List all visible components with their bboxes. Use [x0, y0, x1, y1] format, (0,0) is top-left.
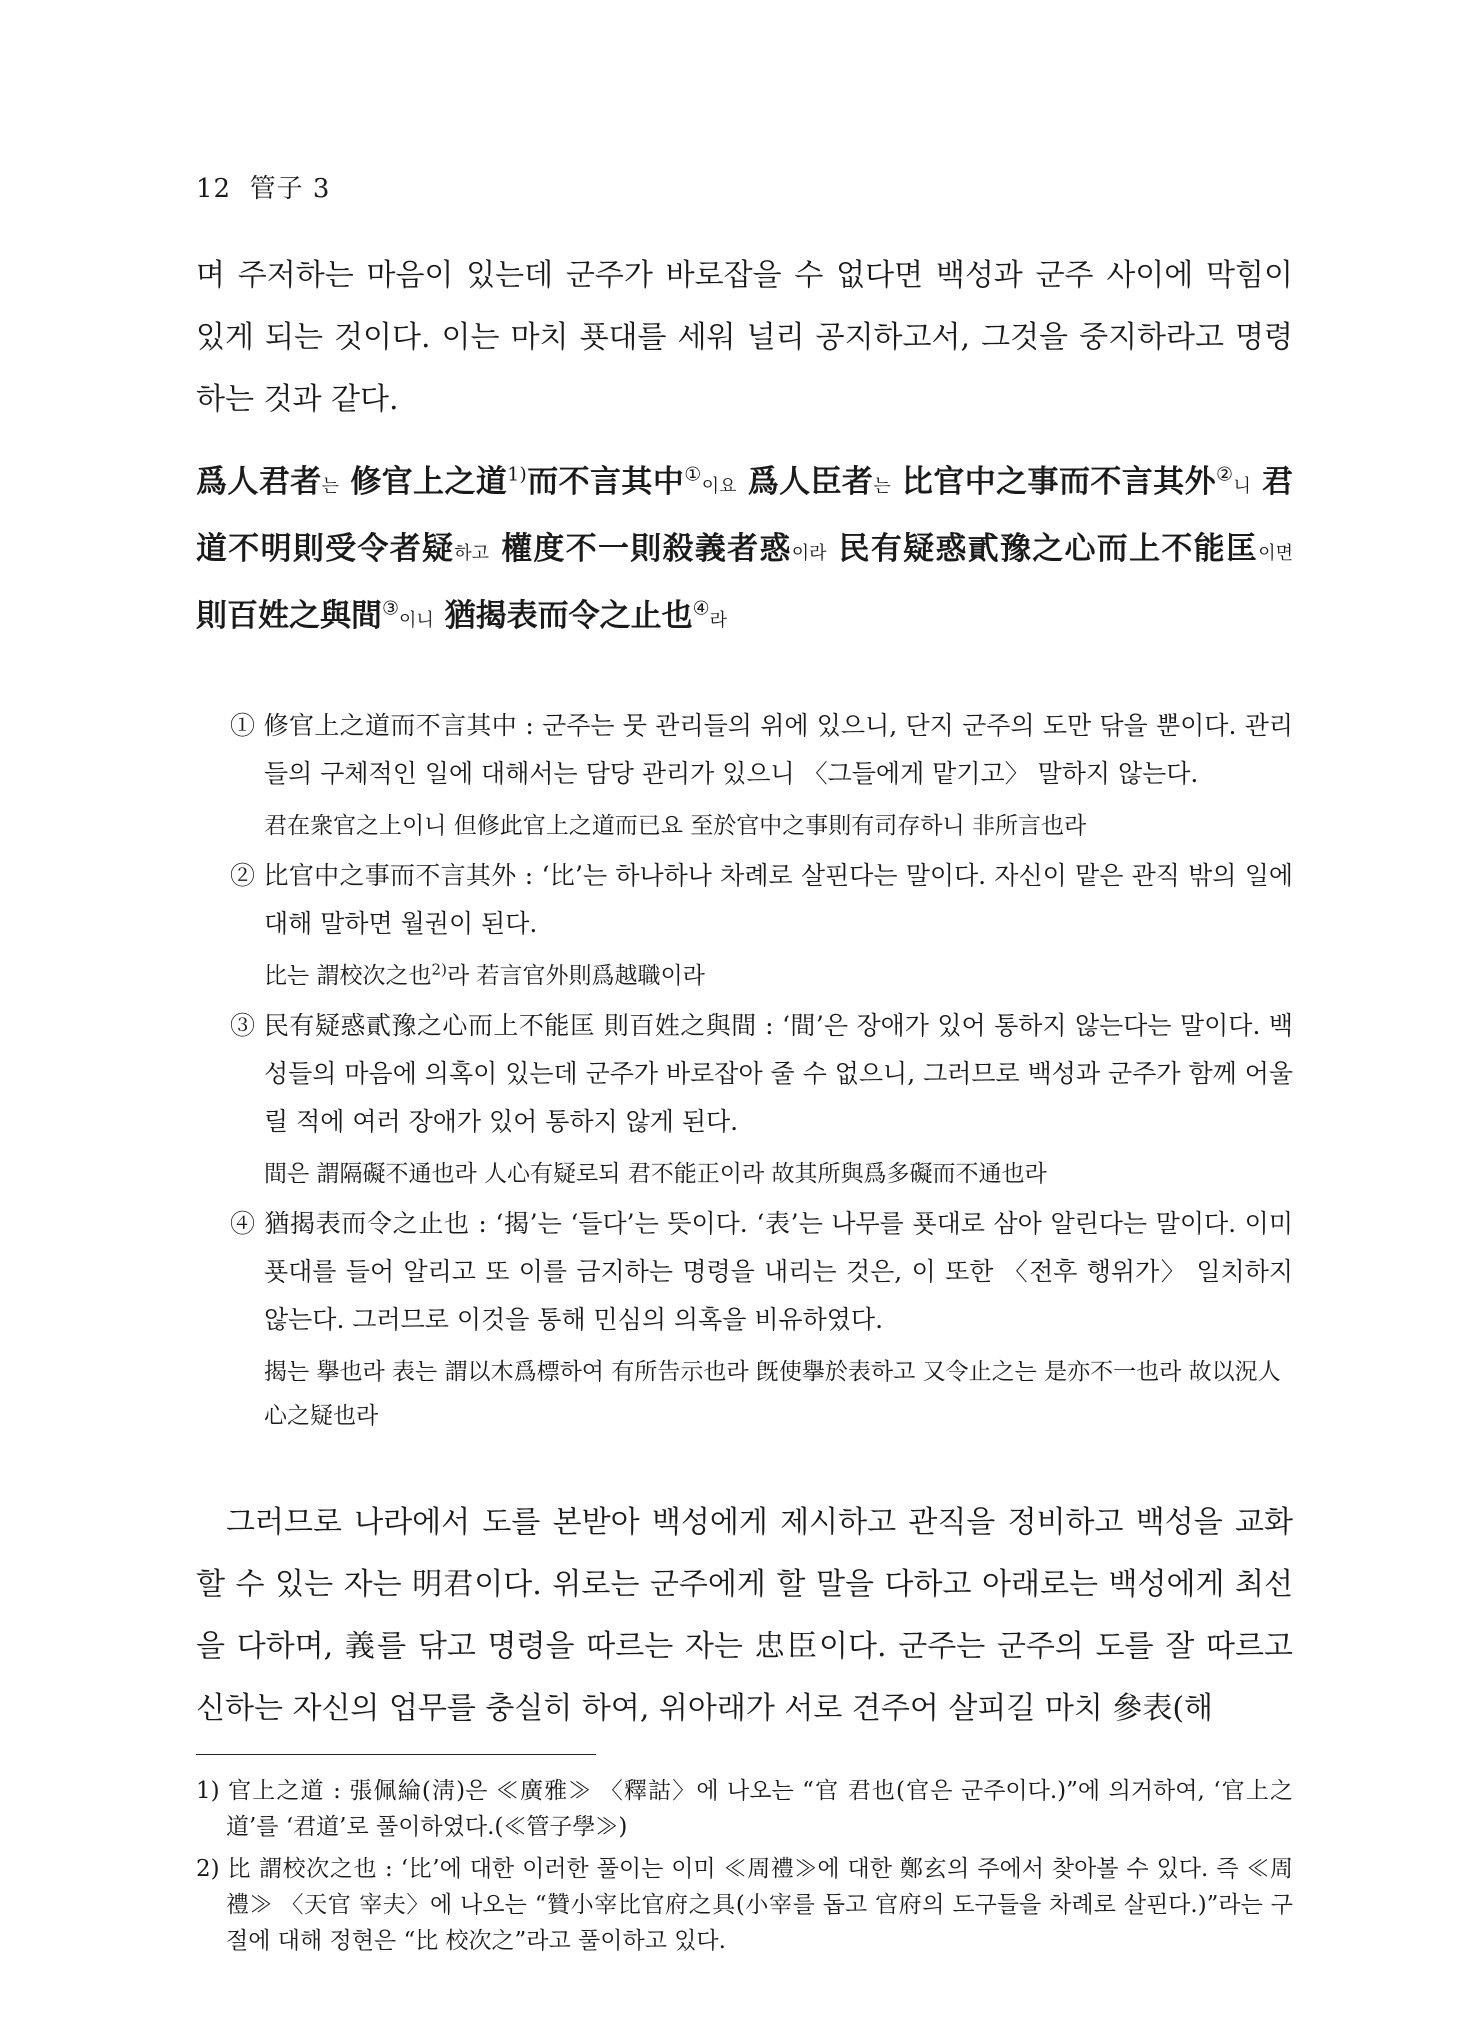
hanmun-segment: 爲人臣者 [747, 464, 874, 500]
note-hanmun-commentary [230, 804, 1293, 848]
hanmun-segment: 民有疑惑貳豫之心而上不能匡 [838, 531, 1259, 567]
note-body: ② 比官中之事而不言其外 : ‘比’는 하나하나 차례로 살핀다는 말이다. 자신이 맡은 관직 밖의 일에 대해 말하면 월권이 된다. [230, 861, 1293, 938]
note-item-2 [230, 852, 1293, 998]
note-item-4 [230, 1200, 1293, 1438]
footnote-ref-1[interactable]: 1) [507, 463, 527, 486]
note-body: ① 修官上之道而不言其中 : 군주는 뭇 관리들의 위에 있으니, 단지 군주의 도만 닦을 뿐이다. 관리들의 구체적인 일에 대해서는 담당 관리가 있으니 〈그들에게 맡기고〉 말하지 않는다. [230, 711, 1293, 788]
hanmun-particle: 하고 [454, 543, 490, 564]
hanmun-particle: 이니 [399, 610, 434, 631]
running-header [196, 168, 1293, 205]
footnote-2: 2) 比 謂校次之也 : ‘比’에 대한 이러한 풀이는 이미 ≪周禮≫에 대한 鄭玄의 주에서 찾아볼 수 있다. 즉 ≪周禮≫ 〈天官 宰夫〉에 나오는 “贊小宰比官府之具(小宰를 돕고 官府의 도구들을 차례로 살핀다.)”라는 구절에 대해 정현은 “比 校次之”라고 풀이하고 있다. [196, 1856, 1293, 1954]
footnote-divider [196, 1754, 596, 1755]
note-marker-4[interactable]: ④ [692, 597, 710, 620]
note-hanmun-commentary [230, 1350, 1293, 1438]
note-hanmun-commentary [230, 1152, 1293, 1196]
hanmun-segment: 修官上之道 [350, 464, 508, 500]
hanmun-segment: 猶揭表而令之止也 [444, 598, 693, 634]
note-body: ④ 猶揭表而令之止也 : ‘揭’는 ‘들다’는 뜻이다. ‘表’는 나무를 푯대로 삼아 알린다는 말이다. 이미 푯대를 들어 알리고 또 이를 금지하는 명령을 내리는 것은, 이 또한 〈전후 행위가〉 일치하지 않는다. 그러므로 이것을 통해 민심의 의혹을 비유하였다. [230, 1209, 1293, 1334]
hanmun-particle: 는 [873, 476, 891, 497]
hanmun-segment: 比官中之事而不言其外 [901, 464, 1216, 500]
hanmun-segment: 權度不一則殺義者惑 [501, 531, 792, 567]
note-hanmun-text: 라 若言官外則爲越職이라 [446, 963, 705, 989]
book-title: 管子 3 [249, 174, 331, 204]
note-hanmun-text: 比는 謂校次之也 [264, 963, 432, 989]
annotation-notes [230, 702, 1293, 1438]
hanmun-particle: 라 [709, 610, 728, 631]
note-marker-1[interactable]: ① [684, 463, 702, 486]
hanmun-particle: 이면 [1258, 543, 1294, 564]
hanmun-segment: 爲人君者 [196, 464, 322, 500]
page-number: 12 [196, 174, 232, 204]
footnote-1: 1) 官上之道 : 張佩綸(淸)은 ≪廣雅≫ 〈釋詁〉에 나오는 “官 君也(官은 군주이다.)”에 의거하여, ‘官上之道’를 ‘君道’로 풀이하였다.(≪管子學≫) [196, 1778, 1293, 1840]
page-content [196, 168, 1293, 1965]
note-hanmun-text: 君在衆官之上이니 但修此官上之道而已요 至於官中之事則有司存하니 非所言也라 [264, 813, 1087, 839]
note-hanmun-text: 間은 謂隔礙不通也라 人心有疑로되 君不能正이라 故其所與爲多礙而不通也라 [264, 1161, 1047, 1187]
note-hanmun-commentary [230, 954, 1293, 998]
note-hanmun-text: 揭는 擧也라 表는 謂以木爲標하여 有所告示也라 旣使擧於表하고 又令止之는 是亦不一也라 故以況人心之疑也라 [264, 1359, 1281, 1429]
hanmun-particle: 이라 [791, 543, 827, 564]
note-marker-2[interactable]: ② [1216, 463, 1234, 486]
hanmun-particle: 이요 [701, 476, 737, 497]
closing-paragraph: 그러므로 나라에서 도를 본받아 백성에게 제시하고 관직을 정비하고 백성을 교화할 수 있는 자는 明君이다. 위로는 군주에게 할 말을 다하고 아래로는 백성에게 최선을 다하며, 義를 닦고 명령을 따르는 자는 忠臣이다. 군주는 군주의 도를 잘 따르고 신하는 자신의 업무를 충실히 하여, 위아래가 서로 견주어 살피길 마치 參表(해 [196, 1505, 1293, 1726]
note-item-3 [230, 1002, 1293, 1196]
footnotes [196, 1773, 1293, 1959]
opening-paragraph: 며 주저하는 마음이 있는데 군주가 바로잡을 수 없다면 백성과 군주 사이에 막힘이 있게 되는 것이다. 이는 마치 푯대를 세워 널리 공지하고서, 그것을 중지하라고 명령하는 것과 같다. [196, 258, 1293, 417]
note-item-1 [230, 702, 1293, 848]
hanmun-segment: 君道不明則受令者疑 [196, 464, 1294, 567]
hanmun-passage [196, 451, 1293, 652]
note-marker-3[interactable]: ③ [382, 597, 400, 620]
hanmun-segment: 則百姓之與間 [196, 598, 382, 634]
hanmun-particle: 는 [321, 476, 340, 497]
hanmun-particle: 니 [1233, 476, 1251, 497]
hanmun-segment: 而不言其中 [526, 464, 685, 500]
footnote-ref-2[interactable]: 2) [431, 960, 447, 979]
note-body: ③ 民有疑惑貳豫之心而上不能匡 則百姓之與間 : ‘間’은 장애가 있어 통하지 않는다는 말이다. 백성들의 마음에 의혹이 있는데 군주가 바로잡아 줄 수 없으니, 그러므로 백성과 군주가 함께 어울릴 적에 여러 장애가 있어 통하지 않게 된다. [230, 1011, 1293, 1136]
